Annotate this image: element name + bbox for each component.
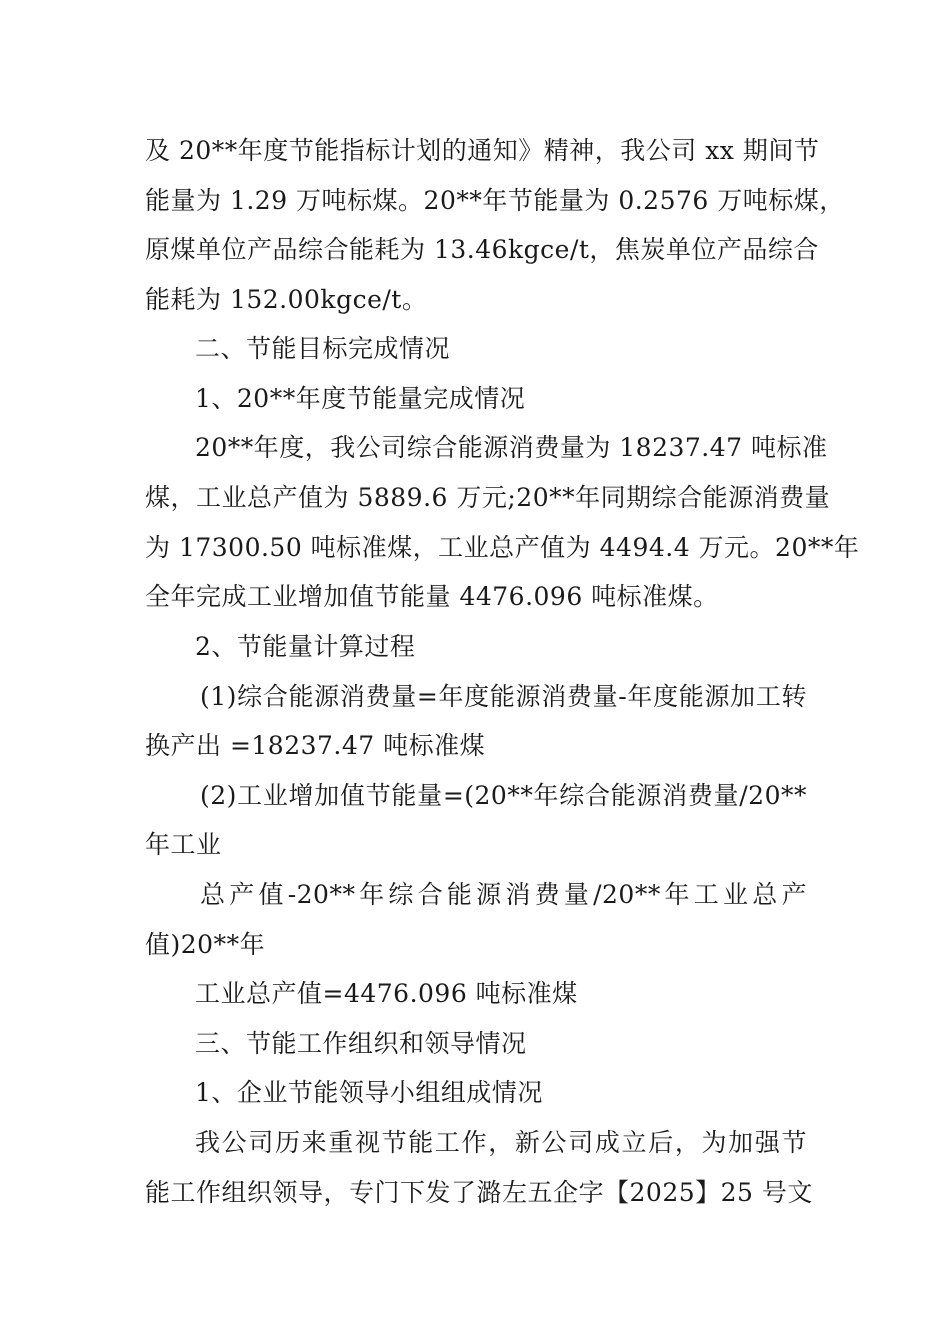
body-text-line: 20**年度，我公司综合能源消费量为 18237.47 吨标准 [195,433,828,462]
body-text-line: 原煤单位产品综合能耗为 13.46kgce/t，焦炭单位产品综合 [145,235,819,264]
formula-line: 年工业 [145,830,222,859]
body-text-line: 能工作组织领导，专门下发了潞左五企字【2025】25 号文 [145,1178,813,1207]
formula-line: 换产出 =18237.47 吨标准煤 [145,731,486,760]
subsection-heading: 1、企业节能领导小组组成情况 [195,1078,543,1107]
body-text-line: 为 17300.50 吨标准煤，工业总产值为 4494.4 万元。20**年 [145,533,860,562]
subsection-heading: 1、20**年度节能量完成情况 [195,384,526,413]
body-text-line: 能量为 1.29 万吨标煤。20**年节能量为 0.2576 万吨标煤， [145,186,845,215]
body-text-line: 煤，工业总产值为 5889.6 万元;20**年同期综合能源消费量 [145,483,831,512]
body-text-line: 全年完成工业增加值节能量 4476.096 吨标准煤。 [145,582,719,611]
formula-line: 值)20**年 [145,930,266,959]
formula-line: (1)综合能源消费量=年度能源消费量-年度能源加工转 [200,682,807,711]
formula-line: (2)工业增加值节能量=(20**年综合能源消费量/20** [200,781,807,810]
subsection-heading: 2、节能量计算过程 [195,632,416,661]
section-heading: 二、节能目标完成情况 [195,334,451,363]
section-heading: 三、节能工作组织和领导情况 [195,1029,527,1058]
formula-line: 工业总产值=4476.096 吨标准煤 [195,979,578,1008]
body-text-line: 能耗为 152.00kgce/t。 [145,285,428,314]
formula-line: 总产值-20**年综合能源消费量/20**年工业总产 [200,880,807,909]
body-text-line: 我公司历来重视节能工作，新公司成立后，为加强节 [195,1128,807,1157]
body-text-line: 及 20**年度节能指标计划的通知》精神，我公司 xx 期间节 [145,136,820,165]
